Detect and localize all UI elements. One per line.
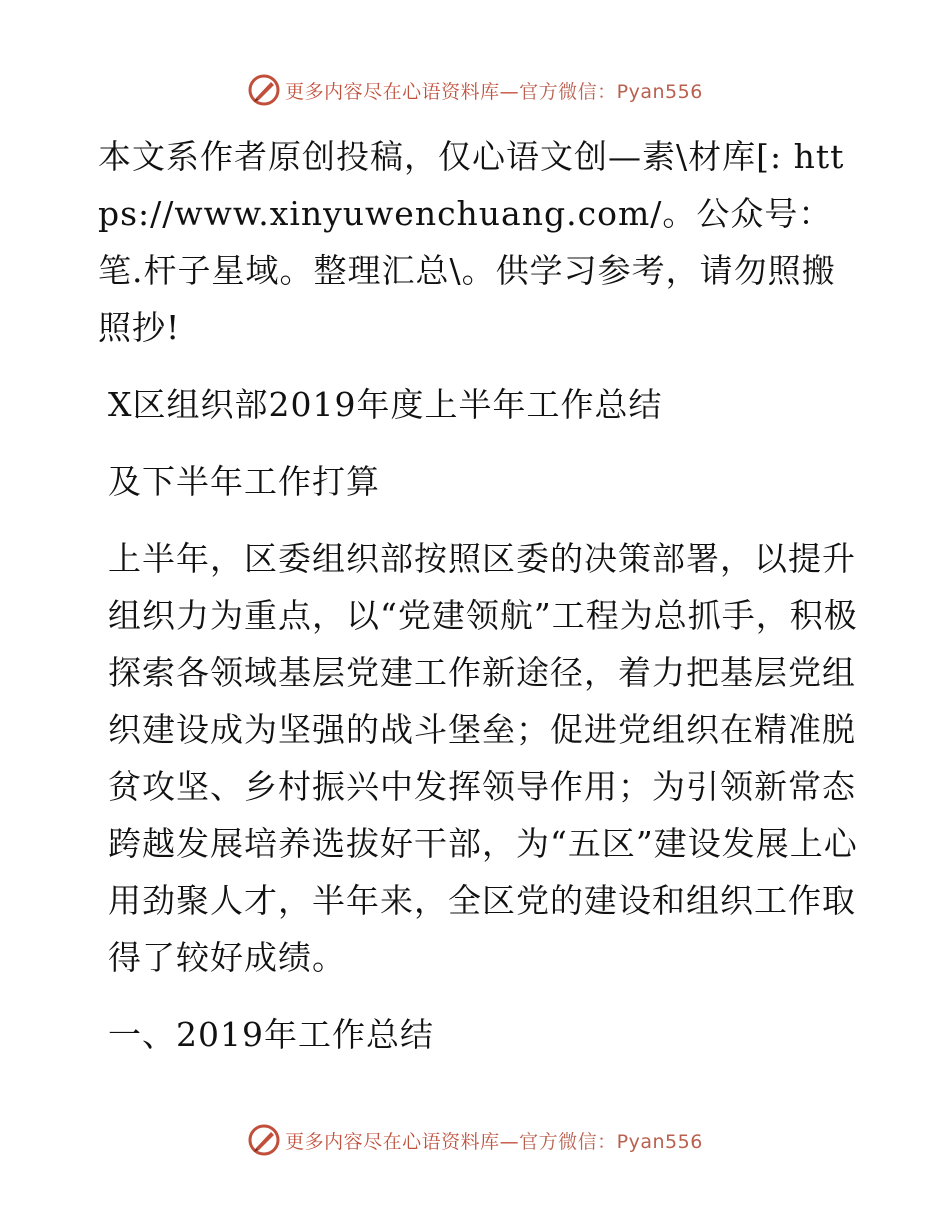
watermark-text (285, 77, 703, 104)
watermark-wechat: 官方微信：Pyan556 (519, 80, 703, 103)
watermark-separator: — (499, 1130, 520, 1153)
header-watermark (0, 70, 950, 110)
watermark-site: 更多内容尽在心语资料库 (285, 1130, 500, 1153)
body-paragraph: 上半年，区委组织部按照区委的决策部署，以提升组织力为重点，以“党建领航”工程为总抓手，积极探索各领域基层党建工作新途径，着力把基层党组织建设成为坚强的战斗堡垒；促进党组织在精准脱贫攻坚、乡村振兴中发挥领导作用；为引领新常态跨越发展培养选拔好干部，为“五区”建设发展上心用劲聚人才，半年来，全区党的建设和组织工作取得了较好成绩。 (108, 539, 858, 977)
watermark-text (285, 1127, 703, 1154)
watermark-site: 更多内容尽在心语资料库 (285, 80, 500, 103)
document-body (98, 128, 858, 1083)
section-heading-1: 一、2019年工作总结 (108, 1015, 434, 1054)
watermark-separator: — (499, 80, 520, 103)
title-line-1: X区组织部2019年度上半年工作总结 (108, 385, 663, 424)
intro-paragraph: 本文系作者原创投稿，仅心语文创—素\材库[: https://www.xinyuwenchuang.com/。公众号：笔.杆子星域。整理汇总\。供学习参考，请勿照搬照抄! (98, 137, 845, 347)
quill-pen-circle-icon (247, 73, 281, 107)
quill-pen-circle-icon (247, 1123, 281, 1157)
watermark-wechat: 官方微信：Pyan556 (519, 1130, 703, 1153)
title-line-2: 及下半年工作打算 (108, 462, 380, 501)
footer-watermark (0, 1120, 950, 1160)
